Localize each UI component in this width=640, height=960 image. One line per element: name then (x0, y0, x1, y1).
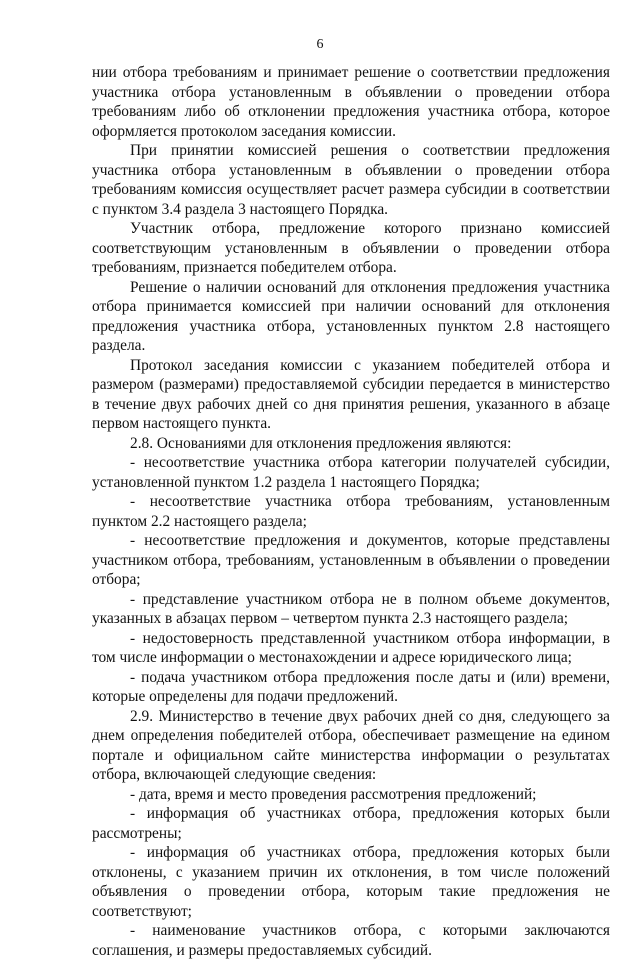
list-item: - несоответствие участника отбора категории получателей субсидии, установленной пунктом 1.2 раздела 1 настоящего Порядка; (92, 454, 610, 491)
list-item: - несоответствие предложения и документов, которые представлены участником отбора, требованиям, установленным в объявлении о проведении отбора; (92, 532, 610, 588)
list-item: - недостоверность представленной участником отбора информации, в том числе информации о местонахождении и адресе юридического лица; (92, 629, 610, 666)
paragraph: Решение о наличии оснований для отклонения предложения участника отбора принимается комиссией при наличии оснований для отклонения предложения участника отбора, установленных пунктом 2.8 настоящего раздела. (92, 278, 610, 354)
body-text (92, 63, 610, 960)
list-item: - несоответствие участника отбора требованиям, установленным пунктом 2.2 настоящего раздела; (92, 493, 610, 530)
page-number: 6 (316, 37, 324, 52)
paragraph: Протокол заседания комиссии с указанием победителей отбора и размером (размерами) предоставляемой субсидии передается в министерство в течение двух рабочих дней со дня принятия решения, указанного в абзаце первом настоящего пункта. (92, 356, 610, 432)
list-item: - дата, время и место проведения рассмотрения предложений; (130, 785, 537, 803)
list-item: - подача участником отбора предложения после даты и (или) времени, которые определены для подачи предложений. (92, 668, 610, 705)
list-item: - информация об участниках отбора, предложения которых были рассмотрены; (92, 805, 610, 842)
paragraph: Участник отбора, предложение которого признано комиссией соответствующим установленным в объявлении о проведении отбора требованиям, признается победителем отбора. (92, 220, 610, 276)
list-item: - информация об участниках отбора, предложения которых были отклонены, с указанием причин их отклонения, в том числе положений объявления о проведении отбора, которым такие предложения не соответствуют; (92, 844, 610, 920)
list-item: - представление участником отбора не в полном объеме документов, указанных в абзацах первом – четвертом пункта 2.3 настоящего раздела; (92, 590, 610, 627)
paragraph: При принятии комиссией решения о соответствии предложения участника отбора установленным в объявлении о проведении отбора требованиям комиссия осуществляет расчет размера субсидии в соответствии с пунктом 3.4 раздела 3 настоящего Порядка. (92, 142, 610, 218)
paragraph-continuation: нии отбора требованиям и принимает решение о соответствии предложения участника отбора установленным в объявлении о проведении отбора требованиям либо об отклонении предложения участника отбора, которое оформляется протоколом заседания комиссии. (92, 64, 610, 140)
section-2-8-heading: 2.8. Основаниями для отклонения предложения являются: (130, 434, 512, 452)
section-2-9-paragraph: 2.9. Министерство в течение двух рабочих дней со дня, следующего за днем определения победителей отбора, обеспечивает размещение на едином портале и официальном сайте министерства информации о результатах отбора, включающей следующие сведения: (92, 707, 610, 783)
list-item: - наименование участников отбора, с которыми заключаются соглашения, и размеры предоставляемых субсидий. (92, 922, 610, 959)
